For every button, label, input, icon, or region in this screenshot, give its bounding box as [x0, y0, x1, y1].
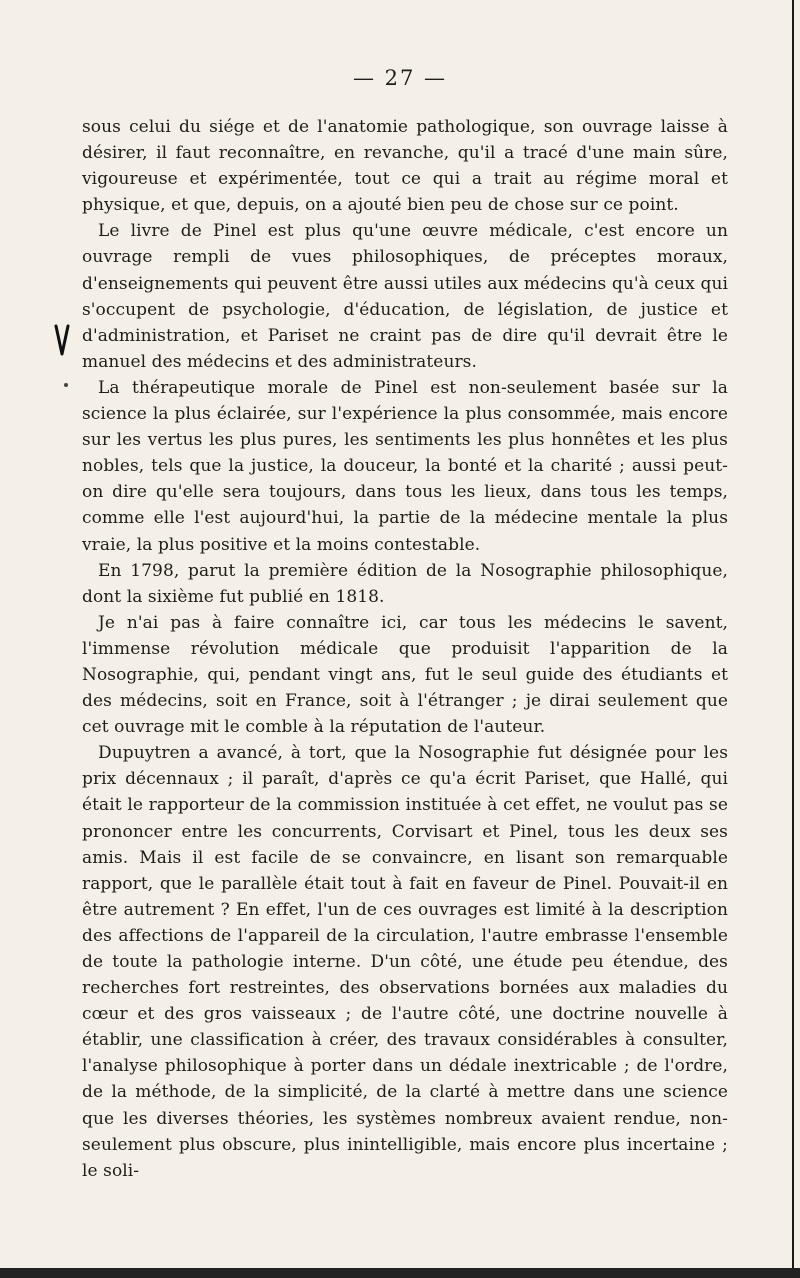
margin-dot — [64, 383, 68, 387]
bottom-edge-bar — [0, 1268, 800, 1278]
page-number: — 27 — — [352, 66, 448, 90]
paragraph-4: En 1798, parut la première édition de la Nosographie philosophique, dont la sixième fut publié en 1818. — [82, 560, 728, 607]
body-text — [82, 114, 728, 1184]
paragraph-3: La thérapeutique morale de Pinel est non-seulement basée sur la science la plus éclairée, sur l'expérience la plus consommée, mais encore sur les vertus les plus pures, les sentiments les plus honnêtes et les plus nobles, tels que la justice, la douceur, la bonté et la charité ; aussi peut-on dire qu'elle sera toujours, dans tous les lieux, dans tous les temps, comme elle l'est aujourd'hui, la partie de la médecine mentale la plus vraie, la plus positive et la moins contestable. — [82, 377, 728, 555]
margin-check-mark — [54, 324, 70, 358]
paragraph-1: sous celui du siége et de l'anatomie pathologique, son ouvrage laisse à désirer, il faut reconnaître, en revanche, qu'il a tracé d'une main sûre, vigoureuse et expérimentée, tout ce qui a trait au régime moral et physique, et que, depuis, on a ajouté bien peu de chose sur ce point. — [82, 117, 728, 216]
paragraph-6: Dupuytren a avancé, à tort, que la Nosographie fut désignée pour les prix décennaux ; il paraît, d'après ce qu'a écrit Pariset, que Hallé, qui était le rapporteur de la commission instituée à cet effet, ne voulut pas se prononcer entre les concurrents, Corvisart et Pinel, tous les deux ses amis. Mais il est facile de se convaincre, en lisant son remarquable rapport, que le parallèle était tout à fait en faveur de Pinel. Pouvait-il en être autrement ? En effet, l'un de ces ouvrages est limité à la description des affections de l'appareil de la circulation, l'autre embrasse l'ensemble de toute la pathologie interne. D'un côté, une étude peu étendue, des recherches fort restreintes, des observations bornées aux maladies du cœur et des gros vaisseaux ; de l'autre côté, une doctrine nouvelle à établir, une classification à créer, des travaux considérables à consulter, l'analyse philosophique à porter dans un dédale inextricable ; de l'ordre, de la méthode, de la simplicité, de la clarté à mettre dans une science que les diverses théories, les systèmes nombreux avaient rendue, non-seulement plus obscure, plus inintelligible, mais encore plus incertaine ; le soli- — [82, 743, 728, 1181]
paragraph-2: Le livre de Pinel est plus qu'une œuvre médicale, c'est encore un ouvrage rempli de vues philosophiques, de préceptes moraux, d'enseignements qui peuvent être aussi utiles aux médecins qu'à ceux qui s'occupent de psychologie, d'éducation, de législation, de justice et d'administration, et Pariset ne craint pas de dire qu'il devrait être le manuel des médecins et des administrateurs. — [82, 221, 728, 372]
right-edge-rule — [792, 0, 794, 1278]
paragraph-5: Je n'ai pas à faire connaître ici, car tous les médecins le savent, l'immense révolution médicale que produisit l'apparition de la Nosographie, qui, pendant vingt ans, fut le seul guide des étudiants et des médecins, soit en France, soit à l'étranger ; je dirai seulement que cet ouvrage mit le comble à la réputation de l'auteur. — [82, 612, 728, 738]
